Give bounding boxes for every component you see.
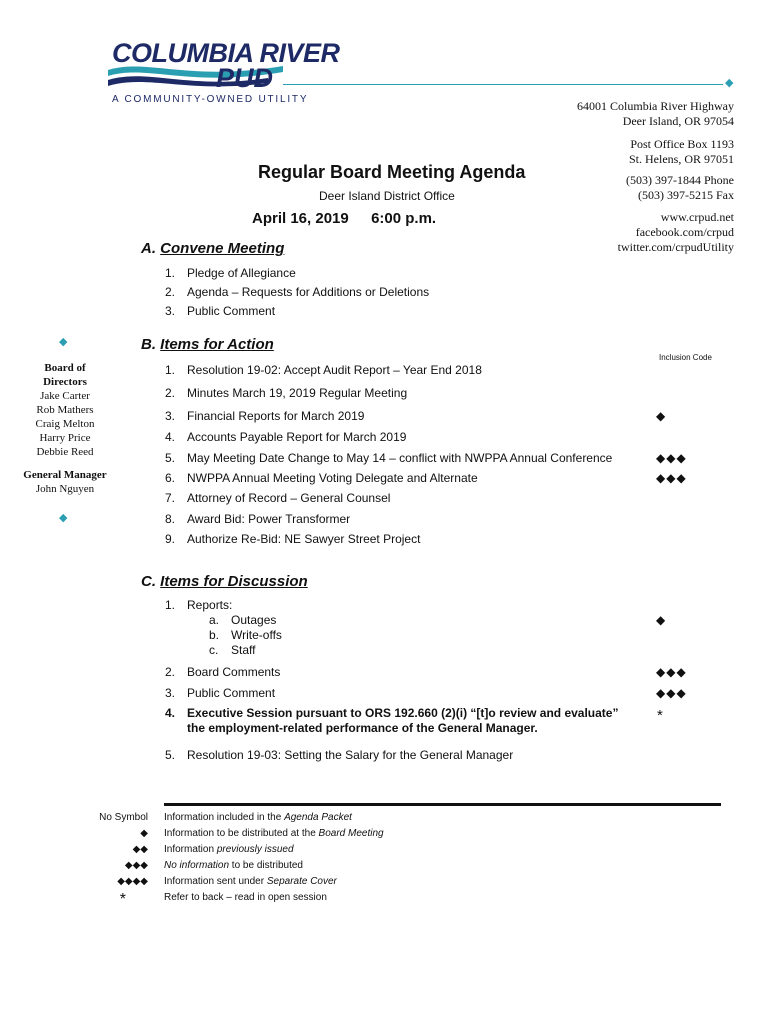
gm-heading: General Manager [23,469,107,481]
item-number: 9. [165,532,176,546]
item-number: 5. [165,451,176,465]
list-item [165,451,612,466]
item-text: Minutes March 19, 2019 Regular Meeting [187,386,408,400]
item-number: b. [209,628,220,642]
section-title: Convene Meeting [160,240,285,257]
section-letter: A. [141,240,156,257]
diamond-icon: ◆ [59,336,68,348]
item-text: NWPPA Annual Meeting Voting Delegate and Alternate [187,471,478,485]
list-item [165,686,275,701]
legend-symbol: ◆◆◆◆ [117,876,148,887]
item-number: 8. [165,512,176,526]
twitter-link[interactable]: twitter.com/crpudUtility [617,240,734,254]
list-item [165,430,406,445]
phone-number: (503) 397-1844 Phone [626,173,734,187]
item-text: Executive Session pursuant to ORS 192.660 (2)(i) “[t]o review and evaluate” [187,706,619,720]
item-number: c. [209,643,219,657]
legend-symbol: ◆ [140,828,148,839]
website-link[interactable]: www.crpud.net [660,210,734,224]
item-number: 6. [165,471,176,485]
item-text: Board Comments [187,665,281,679]
contact-po-box [629,137,734,167]
legend-text: No information to be distributed [164,860,303,871]
list-item [165,471,478,486]
item-number: 2. [165,386,176,400]
section-letter: C. [141,573,156,590]
item-text: Public Comment [187,686,276,700]
list-item [165,512,350,527]
page-title: Regular Board Meeting Agenda [258,162,526,182]
sub-item [209,643,255,657]
item-text: Accounts Payable Report for March 2019 [187,430,407,444]
item-text: Write-offs [231,628,282,642]
item-text: Resolution 19-03: Setting the Salary for the General Manager [187,748,514,762]
item-text: Staff [231,643,256,657]
item-number: 3. [165,304,176,318]
list-item [165,285,429,300]
section-b-heading [141,336,274,353]
item-text: Reports: [187,598,233,612]
sub-item [209,613,276,627]
sub-item [209,628,282,642]
gm-name: John Nguyen [35,483,95,495]
meeting-date: April 16, 2019 [252,210,349,227]
section-title: Items for Action [160,336,274,353]
item-text: Attorney of Record – General Counsel [187,491,391,505]
inclusion-code-label: Inclusion Code [659,353,712,362]
item-number: a. [209,613,220,627]
list-item [165,706,618,736]
item-number: 1. [165,363,176,377]
list-item [165,665,280,680]
board-heading-line2: Directors [43,376,87,388]
item-number: 1. [165,598,176,612]
board-member: Jake Carter [40,390,90,402]
section-c-heading [141,573,308,590]
legend-text: Information included in the Agenda Packet [164,812,352,823]
item-text: Public Comment [187,304,276,318]
section-title: Items for Discussion [160,573,308,590]
board-member: Rob Mathers [36,404,94,416]
inclusion-code: ◆◆◆ [656,471,687,485]
inclusion-code: * [657,707,664,724]
address-line1: 64001 Columbia River Highway [577,99,734,113]
list-item [165,491,390,506]
fax-number: (503) 397-5215 Fax [638,188,734,202]
item-text: Resolution 19-02: Accept Audit Report – Year End 2018 [187,363,482,377]
section-a-heading [141,240,284,257]
board-member: Craig Melton [35,418,95,430]
item-text: Financial Reports for March 2019 [187,409,365,423]
board-of-directors [22,361,108,459]
item-text: May Meeting Date Change to May 14 – conflict with NWPPA Annual Conference [187,451,613,465]
item-number: 1. [165,266,176,280]
inclusion-code: ◆ [656,613,667,627]
legend-text: Information sent under Separate Cover [164,876,337,887]
list-item [165,266,296,281]
item-text: Award Bid: Power Transformer [187,512,351,526]
logo-name-line2: PUD [216,63,274,93]
logo-name-line1: COLUMBIA RIVER [112,38,340,68]
board-member: Harry Price [39,432,91,444]
address-line2: Deer Island, OR 97054 [622,114,734,128]
legend-symbol: No Symbol [99,812,148,823]
item-text: the employment-related performance of the General Manager. [187,721,538,735]
item-text: Agenda – Requests for Additions or Deletions [187,285,430,299]
legend-rule [164,803,721,806]
list-item [165,386,407,401]
item-number: 2. [165,285,176,299]
item-number: 2. [165,665,176,679]
inclusion-code: ◆ [656,409,667,423]
item-number: 4. [165,430,176,444]
legend-symbol: ◆◆ [132,844,148,855]
header-rule [283,84,723,85]
inclusion-code: ◆◆◆ [656,686,687,700]
legend-text: Refer to back – read in open session [164,892,327,903]
list-item [165,598,232,613]
inclusion-code: ◆◆◆ [656,665,687,679]
logo-tagline: A COMMUNITY-OWNED UTILITY [112,94,309,105]
item-text: Pledge of Allegiance [187,266,296,280]
section-letter: B. [141,336,156,353]
list-item [165,304,275,319]
legend-text: Information to be distributed at the Board Meeting [164,828,384,839]
inclusion-code: ◆◆◆ [656,451,687,465]
meeting-location: Deer Island District Office [319,189,455,203]
board-heading-line1: Board of [44,362,86,374]
legend-symbol: ◆◆◆ [124,860,148,871]
contact-web [618,210,734,255]
list-item [165,532,420,547]
item-text: Authorize Re-Bid: NE Sawyer Street Project [187,532,421,546]
diamond-icon: ◆ [59,512,68,524]
list-item [165,363,482,378]
po-line1: Post Office Box 1193 [630,137,734,151]
po-line2: St. Helens, OR 97051 [629,152,734,166]
item-number: 3. [165,409,176,423]
board-member: Debbie Reed [36,446,94,458]
legend-symbol: * [119,891,126,908]
list-item [165,748,513,763]
facebook-link[interactable]: facebook.com/crpud [635,225,734,239]
item-number: 4. [165,706,176,720]
diamond-icon: ◆ [725,77,734,89]
general-manager [14,468,116,496]
contact-address [577,99,734,129]
meeting-datetime [252,210,436,227]
item-text: Outages [231,613,277,627]
item-number: 3. [165,686,176,700]
contact-phone [626,173,734,203]
item-number: 5. [165,748,176,762]
item-number: 7. [165,491,176,505]
meeting-time: 6:00 p.m. [371,210,437,227]
legend-text: Information previously issued [164,844,294,855]
list-item [165,409,364,424]
